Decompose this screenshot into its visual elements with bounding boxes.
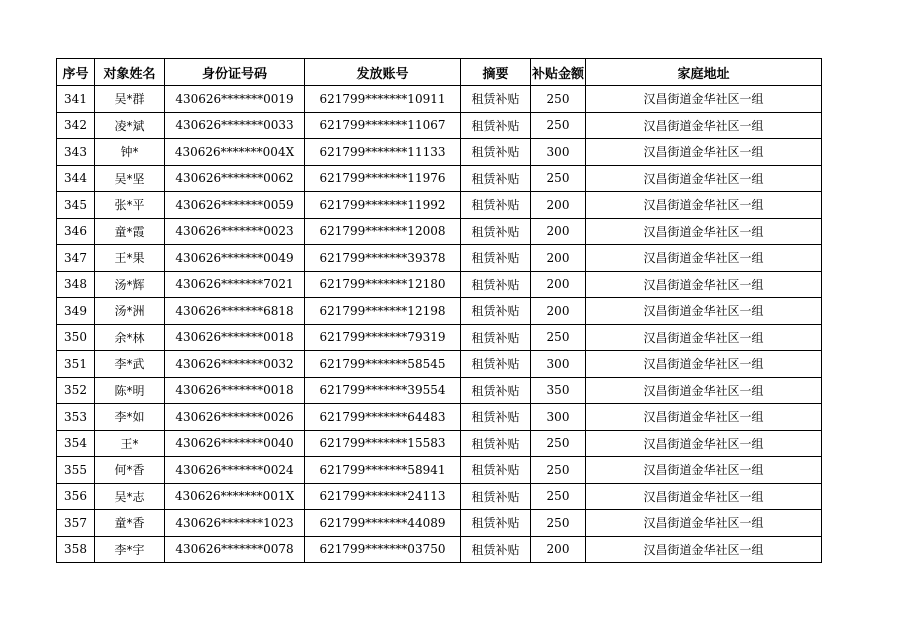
- cell-amount: 200: [531, 218, 586, 245]
- cell-address: 汉昌街道金华社区一组: [586, 245, 822, 272]
- cell-seq: 356: [57, 483, 95, 510]
- table-row: [57, 404, 822, 431]
- cell-account: 621799*******10911: [305, 86, 461, 113]
- cell-account: 621799*******58545: [305, 351, 461, 378]
- cell-amount: 200: [531, 298, 586, 325]
- col-header-summary: 摘要: [461, 59, 531, 86]
- cell-address: 汉昌街道金华社区一组: [586, 86, 822, 113]
- cell-summary: 租赁补贴: [461, 86, 531, 113]
- cell-name: 王*果: [95, 245, 165, 272]
- cell-seq: 357: [57, 510, 95, 537]
- cell-id-number: 430626*******001X: [165, 483, 305, 510]
- cell-name: 陈*明: [95, 377, 165, 404]
- cell-name: 汤*洲: [95, 298, 165, 325]
- cell-name: 吴*群: [95, 86, 165, 113]
- cell-id-number: 430626*******1023: [165, 510, 305, 537]
- cell-amount: 200: [531, 192, 586, 219]
- cell-address: 汉昌街道金华社区一组: [586, 218, 822, 245]
- cell-id-number: 430626*******0078: [165, 536, 305, 563]
- cell-amount: 250: [531, 457, 586, 484]
- cell-amount: 250: [531, 324, 586, 351]
- cell-id-number: 430626*******0023: [165, 218, 305, 245]
- cell-amount: 200: [531, 536, 586, 563]
- cell-summary: 租赁补贴: [461, 404, 531, 431]
- cell-summary: 租赁补贴: [461, 324, 531, 351]
- cell-amount: 300: [531, 139, 586, 166]
- cell-name: 张*平: [95, 192, 165, 219]
- cell-address: 汉昌街道金华社区一组: [586, 271, 822, 298]
- cell-name: 李*如: [95, 404, 165, 431]
- cell-account: 621799*******58941: [305, 457, 461, 484]
- cell-account: 621799*******39378: [305, 245, 461, 272]
- table-row: [57, 112, 822, 139]
- cell-id-number: 430626*******004X: [165, 139, 305, 166]
- cell-account: 621799*******12198: [305, 298, 461, 325]
- cell-address: 汉昌街道金华社区一组: [586, 165, 822, 192]
- cell-account: 621799*******11067: [305, 112, 461, 139]
- cell-address: 汉昌街道金华社区一组: [586, 298, 822, 325]
- cell-address: 汉昌街道金华社区一组: [586, 483, 822, 510]
- cell-id-number: 430626*******7021: [165, 271, 305, 298]
- cell-account: 621799*******03750: [305, 536, 461, 563]
- cell-address: 汉昌街道金华社区一组: [586, 430, 822, 457]
- cell-seq: 355: [57, 457, 95, 484]
- cell-address: 汉昌街道金华社区一组: [586, 457, 822, 484]
- col-header-account: 发放账号: [305, 59, 461, 86]
- cell-seq: 352: [57, 377, 95, 404]
- table-row: [57, 457, 822, 484]
- cell-id-number: 430626*******0019: [165, 86, 305, 113]
- cell-id-number: 430626*******0018: [165, 377, 305, 404]
- cell-id-number: 430626*******0040: [165, 430, 305, 457]
- cell-seq: 354: [57, 430, 95, 457]
- cell-id-number: 430626*******0018: [165, 324, 305, 351]
- cell-address: 汉昌街道金华社区一组: [586, 192, 822, 219]
- cell-name: 童*香: [95, 510, 165, 537]
- table-row: [57, 298, 822, 325]
- cell-seq: 350: [57, 324, 95, 351]
- cell-account: 621799*******64483: [305, 404, 461, 431]
- cell-account: 621799*******12008: [305, 218, 461, 245]
- cell-account: 621799*******12180: [305, 271, 461, 298]
- col-header-amount: 补贴金额: [531, 59, 586, 86]
- cell-amount: 250: [531, 510, 586, 537]
- table-row: [57, 483, 822, 510]
- cell-address: 汉昌街道金华社区一组: [586, 351, 822, 378]
- cell-account: 621799*******11976: [305, 165, 461, 192]
- cell-address: 汉昌街道金华社区一组: [586, 404, 822, 431]
- cell-name: 李*宇: [95, 536, 165, 563]
- cell-id-number: 430626*******0062: [165, 165, 305, 192]
- cell-name: 凌*斌: [95, 112, 165, 139]
- cell-id-number: 430626*******0032: [165, 351, 305, 378]
- cell-name: 王*: [95, 430, 165, 457]
- cell-id-number: 430626*******0049: [165, 245, 305, 272]
- table-row: [57, 351, 822, 378]
- table-row: [57, 377, 822, 404]
- cell-amount: 250: [531, 86, 586, 113]
- cell-id-number: 430626*******0033: [165, 112, 305, 139]
- table-body: [57, 86, 822, 563]
- cell-account: 621799*******39554: [305, 377, 461, 404]
- cell-summary: 租赁补贴: [461, 218, 531, 245]
- cell-seq: 346: [57, 218, 95, 245]
- cell-account: 621799*******44089: [305, 510, 461, 537]
- cell-address: 汉昌街道金华社区一组: [586, 139, 822, 166]
- cell-id-number: 430626*******0026: [165, 404, 305, 431]
- cell-name: 何*香: [95, 457, 165, 484]
- cell-amount: 200: [531, 245, 586, 272]
- cell-id-number: 430626*******0024: [165, 457, 305, 484]
- cell-seq: 341: [57, 86, 95, 113]
- cell-summary: 租赁补贴: [461, 192, 531, 219]
- cell-summary: 租赁补贴: [461, 298, 531, 325]
- cell-name: 钟*: [95, 139, 165, 166]
- cell-account: 621799*******11133: [305, 139, 461, 166]
- cell-id-number: 430626*******0059: [165, 192, 305, 219]
- cell-amount: 200: [531, 271, 586, 298]
- cell-account: 621799*******11992: [305, 192, 461, 219]
- table-row: [57, 192, 822, 219]
- cell-summary: 租赁补贴: [461, 271, 531, 298]
- cell-name: 吴*志: [95, 483, 165, 510]
- table-row: [57, 139, 822, 166]
- cell-id-number: 430626*******6818: [165, 298, 305, 325]
- cell-seq: 358: [57, 536, 95, 563]
- table-row: [57, 218, 822, 245]
- cell-summary: 租赁补贴: [461, 536, 531, 563]
- cell-amount: 300: [531, 404, 586, 431]
- col-header-seq: 序号: [57, 59, 95, 86]
- cell-summary: 租赁补贴: [461, 245, 531, 272]
- cell-name: 吴*坚: [95, 165, 165, 192]
- cell-seq: 343: [57, 139, 95, 166]
- cell-amount: 250: [531, 430, 586, 457]
- cell-seq: 342: [57, 112, 95, 139]
- cell-amount: 250: [531, 483, 586, 510]
- table-row: [57, 271, 822, 298]
- cell-amount: 250: [531, 165, 586, 192]
- cell-summary: 租赁补贴: [461, 165, 531, 192]
- cell-amount: 350: [531, 377, 586, 404]
- cell-address: 汉昌街道金华社区一组: [586, 536, 822, 563]
- cell-name: 李*武: [95, 351, 165, 378]
- cell-amount: 250: [531, 112, 586, 139]
- cell-name: 汤*辉: [95, 271, 165, 298]
- cell-seq: 345: [57, 192, 95, 219]
- col-header-address: 家庭地址: [586, 59, 822, 86]
- cell-summary: 租赁补贴: [461, 139, 531, 166]
- table-row: [57, 245, 822, 272]
- cell-summary: 租赁补贴: [461, 351, 531, 378]
- cell-address: 汉昌街道金华社区一组: [586, 324, 822, 351]
- cell-seq: 344: [57, 165, 95, 192]
- cell-seq: 347: [57, 245, 95, 272]
- table-row: [57, 86, 822, 113]
- cell-account: 621799*******24113: [305, 483, 461, 510]
- table-row: [57, 165, 822, 192]
- cell-name: 童*霞: [95, 218, 165, 245]
- cell-seq: 348: [57, 271, 95, 298]
- cell-seq: 349: [57, 298, 95, 325]
- cell-address: 汉昌街道金华社区一组: [586, 377, 822, 404]
- col-header-name: 对象姓名: [95, 59, 165, 86]
- table-row: [57, 510, 822, 537]
- cell-address: 汉昌街道金华社区一组: [586, 510, 822, 537]
- col-header-id-number: 身份证号码: [165, 59, 305, 86]
- table-row: [57, 324, 822, 351]
- cell-name: 余*林: [95, 324, 165, 351]
- cell-summary: 租赁补贴: [461, 112, 531, 139]
- cell-summary: 租赁补贴: [461, 483, 531, 510]
- cell-summary: 租赁补贴: [461, 430, 531, 457]
- header-row: [57, 59, 822, 86]
- cell-account: 621799*******15583: [305, 430, 461, 457]
- cell-amount: 300: [531, 351, 586, 378]
- cell-account: 621799*******79319: [305, 324, 461, 351]
- cell-summary: 租赁补贴: [461, 457, 531, 484]
- cell-seq: 353: [57, 404, 95, 431]
- table-row: [57, 536, 822, 563]
- table-row: [57, 430, 822, 457]
- cell-seq: 351: [57, 351, 95, 378]
- cell-summary: 租赁补贴: [461, 377, 531, 404]
- cell-summary: 租赁补贴: [461, 510, 531, 537]
- cell-address: 汉昌街道金华社区一组: [586, 112, 822, 139]
- subsidy-table: [56, 58, 822, 563]
